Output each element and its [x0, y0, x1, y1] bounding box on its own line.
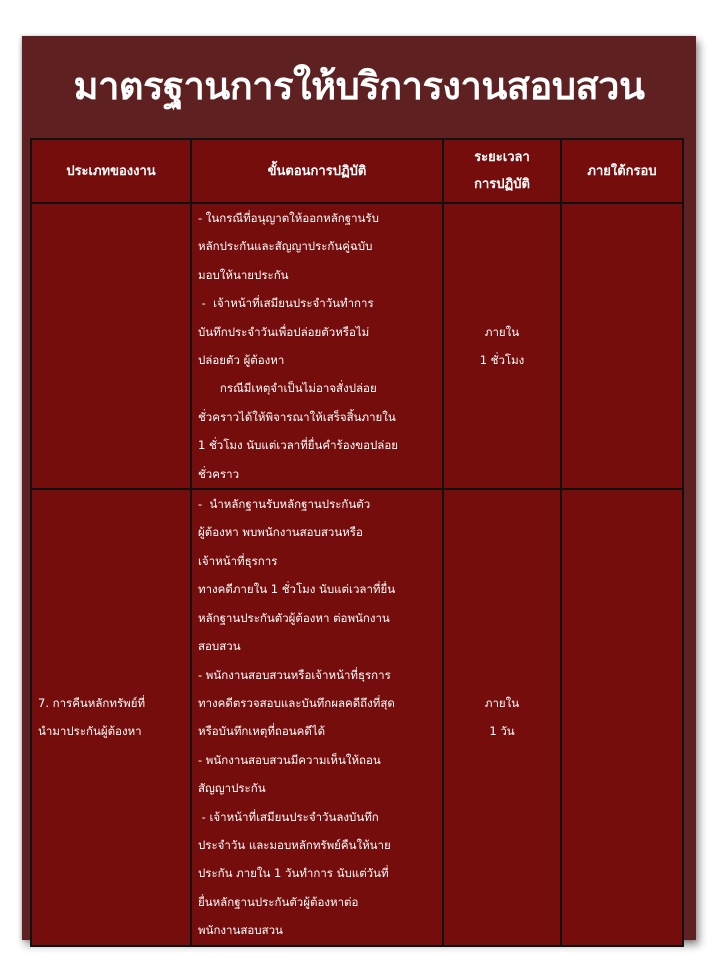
header-job-type: ประเภทของงาน [31, 139, 191, 203]
procedure-line: - เจ้าหน้าที่เสมียนประจำวันทำการ [198, 296, 374, 311]
procedure-line: ผู้ต้องหา พบพนักงานสอบสวนหรือ [198, 525, 363, 540]
duration-line: ภายใน [484, 324, 520, 339]
table-header-row [31, 139, 683, 203]
procedure-line: ยื่นหลักฐานประกันตัวผู้ต้องหาต่อ [198, 894, 359, 909]
procedure-line: ประกัน ภายใน 1 วันทำการ นับแต่วันที่ [198, 866, 389, 881]
procedure-line: สอบสวน [198, 639, 241, 654]
job-type-line: 7. การคืนหลักทรัพย์ที่ [38, 695, 146, 710]
procedure-line: สัญญาประกัน [198, 781, 266, 796]
header-procedure: ขั้นตอนการปฏิบัติ [191, 139, 443, 203]
procedure-line: เจ้าหน้าที่ธุรการ [198, 553, 278, 568]
service-standard-table [30, 138, 684, 947]
procedure-line: พนักงานสอบสวน [198, 923, 283, 938]
header-duration [443, 139, 561, 203]
duration-line: ภายใน [484, 695, 520, 710]
procedure-line: - ในกรณีที่อนุญาตให้ออกหลักฐานรับ [198, 211, 379, 225]
page-title: มาตรฐานการให้บริการงานสอบสวน [73, 64, 645, 108]
procedure-line: หลักฐานประกันตัวผู้ต้องหา ต่อพนักงาน [198, 610, 390, 625]
cell-procedure [191, 203, 443, 489]
table-row [31, 489, 683, 946]
cell-job-type [31, 203, 191, 489]
procedure-line: 1 ชั่วโมง นับแต่เวลาที่ยื่นคำร้องขอปล่อย [198, 438, 398, 453]
cell-job-type [31, 489, 191, 946]
procedure-line: - พนักงานสอบสวนหรือเจ้าหน้าที่ธุรการ [198, 667, 391, 682]
procedure-line: - นำหลักฐานรับหลักฐานประกันตัว [198, 497, 371, 512]
cell-duration [443, 489, 561, 946]
job-type-line: นำมาประกันผู้ต้องหา [38, 724, 142, 739]
cell-frame [561, 489, 683, 946]
cell-procedure [191, 489, 443, 946]
procedure-line: ชั่วคราว [198, 466, 240, 481]
procedure-line: หรือบันทึกเหตุที่ถอนคดีได้ [198, 724, 326, 739]
procedure-line: หลักประกันและสัญญาประกันคู่ฉบับ [198, 239, 373, 254]
header-frame: ภายใต้กรอบ [561, 139, 683, 203]
cell-duration [443, 203, 561, 489]
procedure-line: ทางคดีภายใน 1 ชั่วโมง นับแต่เวลาที่ยื่น [198, 582, 396, 597]
procedure-line: - เจ้าหน้าที่เสมียนประจำวันลงบันทึก [198, 809, 379, 824]
document-card [22, 36, 696, 940]
procedure-line: มอบให้นายประกัน [198, 267, 289, 282]
cell-frame [561, 203, 683, 489]
duration-line: 1 ชั่วโมง [479, 353, 525, 368]
procedure-line: ประจำวัน และมอบหลักทรัพย์คืนให้นาย [198, 837, 391, 852]
duration-line: 1 วัน [489, 724, 515, 739]
procedure-line: ปล่อยตัว ผู้ต้องหา [198, 353, 285, 368]
procedure-line: ทางคดีตรวจสอบและบันทึกผลคดีถึงที่สุด [198, 695, 395, 710]
procedure-line: บันทึกประจำวันเพื่อปล่อยตัวหรือไม่ [198, 324, 370, 339]
header-duration-line1: ระยะเวลา [474, 150, 530, 165]
procedure-line: - พนักงานสอบสวนมีความเห็นให้ถอน [198, 752, 381, 767]
procedure-line: กรณีมีเหตุจำเป็นไม่อาจสั่งปล่อย [198, 381, 377, 396]
table-row [31, 203, 683, 489]
procedure-line: ชั่วคราวได้ให้พิจารณาให้เสร็จสิ้นภายใน [198, 409, 396, 424]
header-duration-line2: การปฏิบัติ [474, 177, 530, 192]
